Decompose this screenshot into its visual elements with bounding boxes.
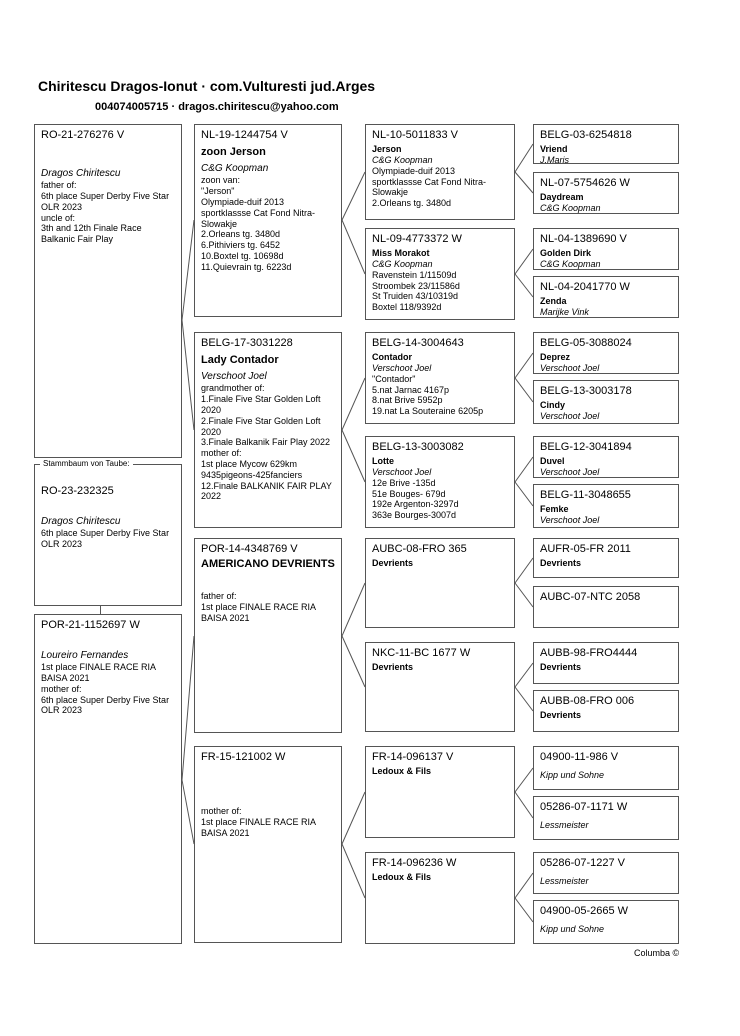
ring-number: NL-10-5011833 V xyxy=(372,129,459,141)
ring-number: AUBC-08-FRO 365 xyxy=(372,543,467,555)
connector xyxy=(182,780,194,844)
ring-number: BELG-03-6254818 xyxy=(540,129,632,141)
connector xyxy=(182,220,194,320)
pigeon-name: Ledoux & Fils xyxy=(372,766,432,777)
ring-number: 05286-07-1171 W xyxy=(540,801,628,813)
owner-name: Verschoot Joel xyxy=(201,371,267,383)
pigeon-name: Lady Contador xyxy=(201,354,279,367)
achievements-text: grandmother of: 1.Finale Five Star Golden Loft 2020 2.Finale Five Star Golden Loft 2020 3.Finale Balkanik Fair Play 2022 mother of: 1st place Mycow 629km 9435pigeons-425fanciers 12.Finale BALKANIK FAIR PLAY 2022 xyxy=(201,383,332,502)
pigeon-name: Devrients xyxy=(540,710,582,721)
pigeon-name: Lotte xyxy=(372,456,394,467)
owner-name: Kipp und Sohne xyxy=(540,924,605,935)
ring-number: NKC-11-BC 1677 W xyxy=(372,647,471,659)
connector xyxy=(342,844,365,898)
pigeon-name: Devrients xyxy=(540,558,582,569)
achievements-text: zoon van: "Jerson" Olympiade-duif 2013 sportklassse Cat Fond Nitra-Slowakje 2.Orleans tg. 3480d 6.Pithiviers tg. 6452 10.Boxtel tg. 10698d 11.Quievrain tg. 6223d xyxy=(201,175,316,272)
achievements-text: 1st place FINALE RACE RIA BAISA 2021 mother of: 6th place Super Derby Five Star OLR 2023 xyxy=(41,662,170,716)
connector xyxy=(342,583,365,636)
owner-name: Verschoot Joel xyxy=(540,410,600,421)
owner-name: Marijke Vink xyxy=(540,306,589,317)
pigeon-name: Daydream xyxy=(540,192,584,203)
achievements-text: Olympiade-duif 2013 sportklassse Cat Fond Nitra-Slowakje 2.Orleans tg. 3480d xyxy=(372,165,487,209)
pigeon-name: Deprez xyxy=(540,352,571,363)
ring-number: BELG-17-3031228 xyxy=(201,337,293,349)
pigeon-name: Miss Morakot xyxy=(372,248,430,259)
footer-brand: Columba © xyxy=(634,948,680,958)
ring-number: BELG-13-3003082 xyxy=(372,441,464,453)
ring-number: RO-21-276276 V xyxy=(41,129,125,141)
ring-number: AUBC-07-NTC 2058 xyxy=(540,591,641,603)
achievements-text: Ravenstein 1/11509d Stroombek 23/11586d St Truiden 43/10319d Boxtel 118/9392d xyxy=(372,269,460,313)
ring-number: 04900-05-2665 W xyxy=(540,905,629,917)
ring-number: AUFR-05-FR 2011 xyxy=(540,543,631,555)
pigeon-name: Cindy xyxy=(540,400,566,411)
owner-name: C&G Koopman xyxy=(372,258,433,269)
pigeon-name: Zenda xyxy=(540,296,567,307)
connector xyxy=(515,353,533,378)
pigeon-name: Duvel xyxy=(540,456,565,467)
owner-name: Kipp und Sohne xyxy=(540,770,605,781)
ring-number: RO-23-232325 xyxy=(41,485,114,497)
owner-name: Loureiro Fernandes xyxy=(41,650,129,662)
achievements-text: "Contador" 5.nat Jarnac 4167p 8.nat Brive 5952p 19.nat La Souteraine 6205p xyxy=(372,373,484,417)
owner-name: Dragos Chiritescu xyxy=(41,168,121,180)
ring-number: BELG-12-3041894 xyxy=(540,441,632,453)
ring-number: POR-14-4348769 V xyxy=(201,543,298,555)
owner-name: Verschoot Joel xyxy=(540,466,600,477)
connector xyxy=(515,558,533,583)
ring-number: AUBB-98-FRO4444 xyxy=(540,647,638,659)
connector xyxy=(182,320,194,430)
pigeon-name: Jerson xyxy=(372,144,402,155)
owner-name: C&G Koopman xyxy=(540,202,601,213)
ring-number: NL-19-1244754 V xyxy=(201,129,288,141)
pigeon-name: AMERICANO DEVRIENTS xyxy=(201,558,335,571)
ring-number: POR-21-1152697 W xyxy=(41,619,140,631)
owner-name: Verschoot Joel xyxy=(540,514,600,525)
ring-number: FR-14-096236 W xyxy=(372,857,457,869)
connector xyxy=(342,636,365,687)
ring-number: NL-07-5754626 W xyxy=(540,177,630,189)
connector xyxy=(342,792,365,844)
owner-name: C&G Koopman xyxy=(540,258,601,269)
achievements-text: father of: 6th place Super Derby Five Star OLR 2023 uncle of: 3th and 12th Finale Race Balkanic Fair Play xyxy=(41,180,170,245)
ring-number: NL-09-4773372 W xyxy=(372,233,462,245)
owner-name: C&G Koopman xyxy=(372,154,433,165)
achievements-text: father of: 1st place FINALE RACE RIA BAISA 2021 xyxy=(201,591,316,623)
pigeon-name: Vriend xyxy=(540,144,568,155)
stammbaum-label: Stammbaum von Taube: xyxy=(40,459,133,468)
connector xyxy=(515,482,533,506)
ring-number: 04900-11-986 V xyxy=(540,751,619,763)
page-title: Chiritescu Dragos-Ionut · com.Vulturesti jud.Arges xyxy=(38,78,376,94)
connector xyxy=(342,378,365,430)
owner-name: J.Maris xyxy=(540,154,569,165)
achievements-text: mother of: 1st place FINALE RACE RIA BAISA 2021 xyxy=(201,806,316,838)
ring-number: BELG-11-3048655 xyxy=(540,489,631,501)
ring-number: AUBB-08-FRO 006 xyxy=(540,695,635,707)
connector xyxy=(515,457,533,482)
connector xyxy=(342,430,365,482)
pigeon-name: Femke xyxy=(540,504,569,515)
pigeon-name: Ledoux & Fils xyxy=(372,872,432,883)
owner-name: Lessmeister xyxy=(540,876,589,887)
connector xyxy=(515,378,533,402)
pigeon-name: zoon Jerson xyxy=(201,146,266,159)
pigeon-name: Golden Dirk xyxy=(540,248,592,259)
ring-number: 05286-07-1227 V xyxy=(540,857,626,869)
connector xyxy=(515,249,533,274)
ring-number: NL-04-1389690 V xyxy=(540,233,627,245)
connector xyxy=(515,172,533,193)
pigeon-name: Devrients xyxy=(540,662,582,673)
ring-number: BELG-13-3003178 xyxy=(540,385,632,397)
ring-number: BELG-14-3004643 xyxy=(372,337,464,349)
achievements-text: 12e Brive -135d 51e Bouges- 679d 192e Argenton-3297d 363e Bourges-3007d xyxy=(372,477,459,521)
pigeon-name: Devrients xyxy=(372,662,414,673)
connector xyxy=(515,274,533,297)
owner-name: C&G Koopman xyxy=(201,163,269,175)
connector xyxy=(182,636,194,780)
connector xyxy=(515,873,533,898)
connector xyxy=(515,768,533,792)
owner-name: Verschoot Joel xyxy=(372,362,432,373)
connector xyxy=(515,898,533,922)
ring-number: NL-04-2041770 W xyxy=(540,281,630,293)
connector xyxy=(515,792,533,818)
pigeon-name: Contador xyxy=(372,352,412,363)
connector xyxy=(342,172,365,220)
ring-number: FR-15-121002 W xyxy=(201,751,286,763)
pigeon-name: Devrients xyxy=(372,558,414,569)
owner-name: Lessmeister xyxy=(540,820,589,831)
achievements-text: 6th place Super Derby Five Star OLR 2023 xyxy=(41,528,170,549)
ring-number: BELG-05-3088024 xyxy=(540,337,632,349)
ring-number: FR-14-096137 V xyxy=(372,751,454,763)
connector xyxy=(515,663,533,687)
owner-name: Verschoot Joel xyxy=(540,362,600,373)
connector xyxy=(342,220,365,274)
owner-name: Verschoot Joel xyxy=(372,466,432,477)
connector xyxy=(515,583,533,607)
connector xyxy=(515,687,533,711)
owner-name: Dragos Chiritescu xyxy=(41,516,121,528)
contact-line: 004074005715 · dragos.chiritescu@yahoo.com xyxy=(95,101,339,113)
connector xyxy=(515,144,533,172)
